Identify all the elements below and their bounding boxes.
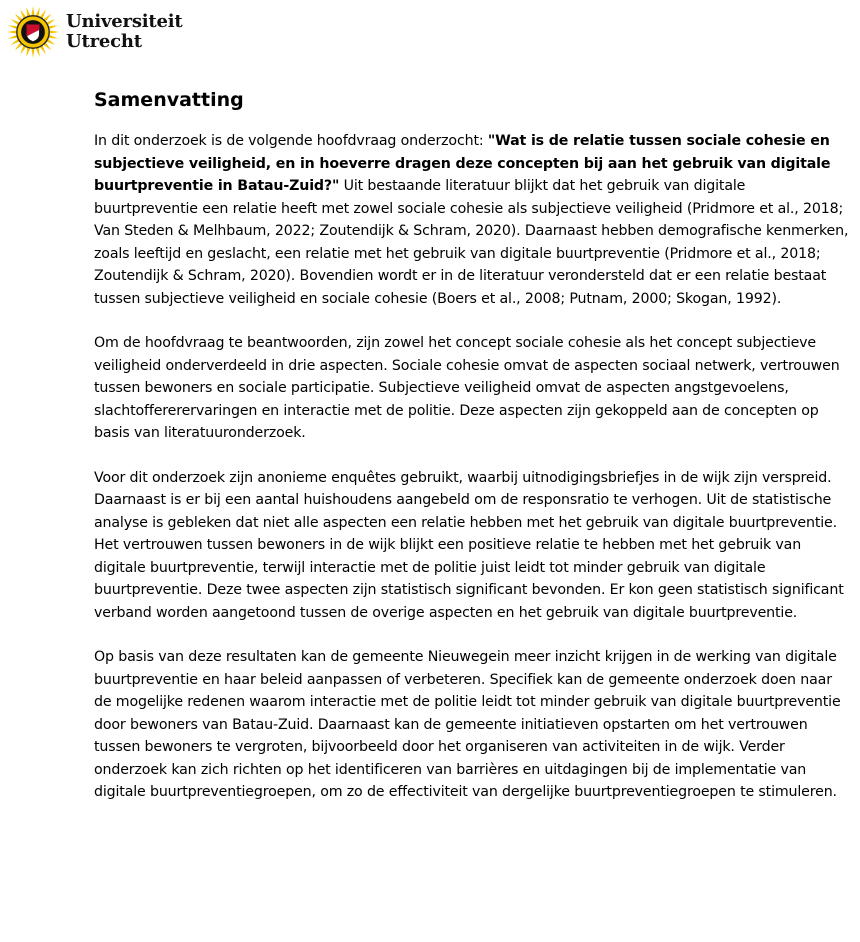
section-title: Samenvatting <box>94 89 244 111</box>
research-question: "Wat is de relatie tussen sociale cohesie en subjectieve veiligheid, en in hoeverre dragen deze concepten bij aan het gebruik van digitale buurtpreventie in Batau-Zuid?" <box>94 133 831 194</box>
university-seal-icon <box>6 5 60 59</box>
paragraph-4: Op basis van deze resultaten kan de gemeente Nieuwegein meer inzicht krijgen in de werking van digitale buurtpreventie en haar beleid aanpassen of verbeteren. Specifiek kan de gemeente onderzoek doen naar de mogelijke redenen waarom interactie met de politie leidt tot minder gebruik van digitale buurtpreventie door bewoners van Batau-Zuid. Daarnaast kan de gemeente initiatieven opstarten om het vertrouwen tussen bewoners te vergroten, bijvoorbeeld door het organiseren van activiteiten in de wijk. Verder onderzoek kan zich richten op het identificeren van barrières en uitdagingen bij de implementatie van digitale buurtpreventiegroepen, om zo de effectiviteit van dergelijke buurtpreventiegroepen te stimuleren. <box>94 649 841 800</box>
university-logo <box>6 4 183 60</box>
university-name-line2: Utrecht <box>66 31 142 52</box>
paragraph-1-rest: Uit bestaande literatuur blijkt dat het gebruik van digitale buurtpreventie een relatie heeft met zowel sociale cohesie als subjectieve veiligheid (Pridmore et al., 2018; Van Steden & Melhbaum, 2022; Zoutendijk & Schram, 2020). Daarnaast hebben demografische kenmerken, zoals leeftijd en geslacht, een relatie met het gebruik van digitale buurtpreventie (Pridmore et al., 2018; Zoutendijk & Schram, 2020). Bovendien wordt er in de literatuur verondersteld dat er een relatie bestaat tussen subjectieve veiligheid en sociale cohesie (Boers et al., 2008; Putnam, 2000; Skogan, 1992). <box>94 178 849 307</box>
paragraph-1-intro: In dit onderzoek is de volgende hoofdvraag onderzocht: <box>94 133 488 149</box>
university-name-line1: Universiteit <box>66 11 183 32</box>
paragraph-3: Voor dit onderzoek zijn anonieme enquêtes gebruikt, waarbij uitnodigingsbriefjes in de wijk zijn verspreid. Daarnaast is er bij een aantal huishoudens aangebeld om de responsratio te verhogen. Uit de statistische analyse is gebleken dat niet alle aspecten een relatie hebben met het gebruik van digitale buurtpreventie. Het vertrouwen tussen bewoners in de wijk blijkt een positieve relatie te hebben met het gebruik van digitale buurtpreventie, terwijl interactie met de politie juist leidt tot minder gebruik van digitale buurtpreventie. Deze twee aspecten zijn statistisch significant bevonden. Er kon geen statistisch significant verband worden aangetoond tussen de overige aspecten en het gebruik van digitale buurtpreventie. <box>94 469 844 621</box>
paragraph-1 <box>94 130 852 310</box>
university-wordmark <box>66 12 183 52</box>
summary-section <box>94 86 852 826</box>
paragraph-2: Om de hoofdvraag te beantwoorden, zijn zowel het concept sociale cohesie als het concept subjectieve veiligheid onderverdeeld in drie aspecten. Sociale cohesie omvat de aspecten sociaal netwerk, vertrouwen tussen bewoners en sociale participatie. Subjectieve veiligheid omvat de aspecten angstgevoelens, slachtoffererervaringen en interactie met de politie. Deze aspecten zijn gekoppeld aan de concepten op basis van literatuuronderzoek. <box>94 335 840 441</box>
